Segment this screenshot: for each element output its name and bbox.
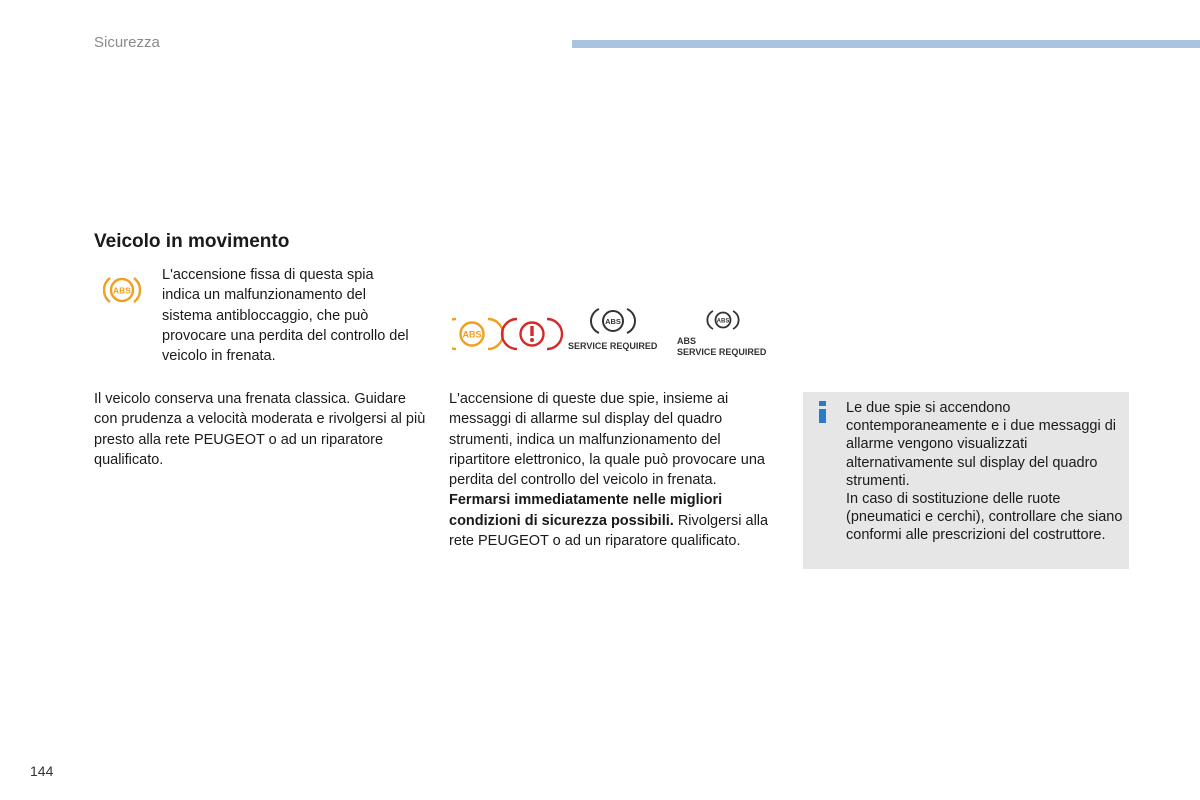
- abs-warning-lamp-amber-icon: [452, 319, 503, 349]
- middle-text-before: L'accensione di queste due spie, insieme ai messaggi di allarme sul display del quadro strumenti, indica un malfunzionamento del ripartitore elettronico, la quale può provocare una perdita del controllo del veicolo in frenata.: [449, 391, 765, 489]
- svg-text:ABS: ABS: [113, 285, 131, 296]
- middle-column-paragraph: [449, 389, 779, 551]
- service-required-label: SERVICE REQUIRED: [677, 347, 767, 357]
- svg-text:ABS: ABS: [605, 317, 621, 326]
- page-number: 144: [30, 763, 54, 779]
- abs-service-required-icon: [677, 311, 767, 357]
- info-box: [803, 392, 1129, 569]
- info-icon: [817, 401, 829, 423]
- middle-bold-warning: Fermarsi immediatamente nelle migliori condizioni di sicurezza possibili.: [449, 492, 723, 529]
- section-label: Sicurezza: [94, 34, 160, 51]
- section-heading: Veicolo in movimento: [94, 231, 290, 252]
- svg-text:ABS: ABS: [462, 329, 482, 340]
- info-paragraph-2: In caso di sostituzione delle ruote (pneumatici e cerchi), controllare che siano conformi alle prescrizioni del costruttore.: [846, 491, 1123, 544]
- intro-text: L'accensione fissa di questa spia indica un malfunzionamento del sistema antibloccaggio, che può provocare una perdita del controllo del veicolo in frenata.: [162, 267, 409, 365]
- service-required-label: SERVICE REQUIRED: [568, 341, 658, 351]
- warning-icons-row: [452, 306, 782, 366]
- middle-text-after: Rivolgersi alla rete PEUGEOT o ad un riparatore qualificato.: [449, 512, 769, 550]
- abs-service-required-icon: [568, 309, 658, 351]
- info-paragraph-1: Le due spie si accendono contemporaneamente e i due messaggi di allarme vengono visualizzati alternativamente sul display del quadro strumenti.: [846, 400, 1117, 489]
- info-text: [846, 399, 1126, 545]
- left-column-paragraph: Il veicolo conserva una frenata classica. Guidare con prudenza a velocità moderata e rivolgersi al più presto alla rete PEUGEOT o ad un riparatore qualificato.: [94, 391, 426, 468]
- svg-text:ABS: ABS: [716, 318, 730, 325]
- header-accent-bar: [572, 40, 1200, 48]
- abs-label: ABS: [677, 336, 697, 346]
- abs-warning-lamp-amber-icon: [103, 274, 141, 306]
- brake-warning-lamp-red-icon: [502, 319, 562, 349]
